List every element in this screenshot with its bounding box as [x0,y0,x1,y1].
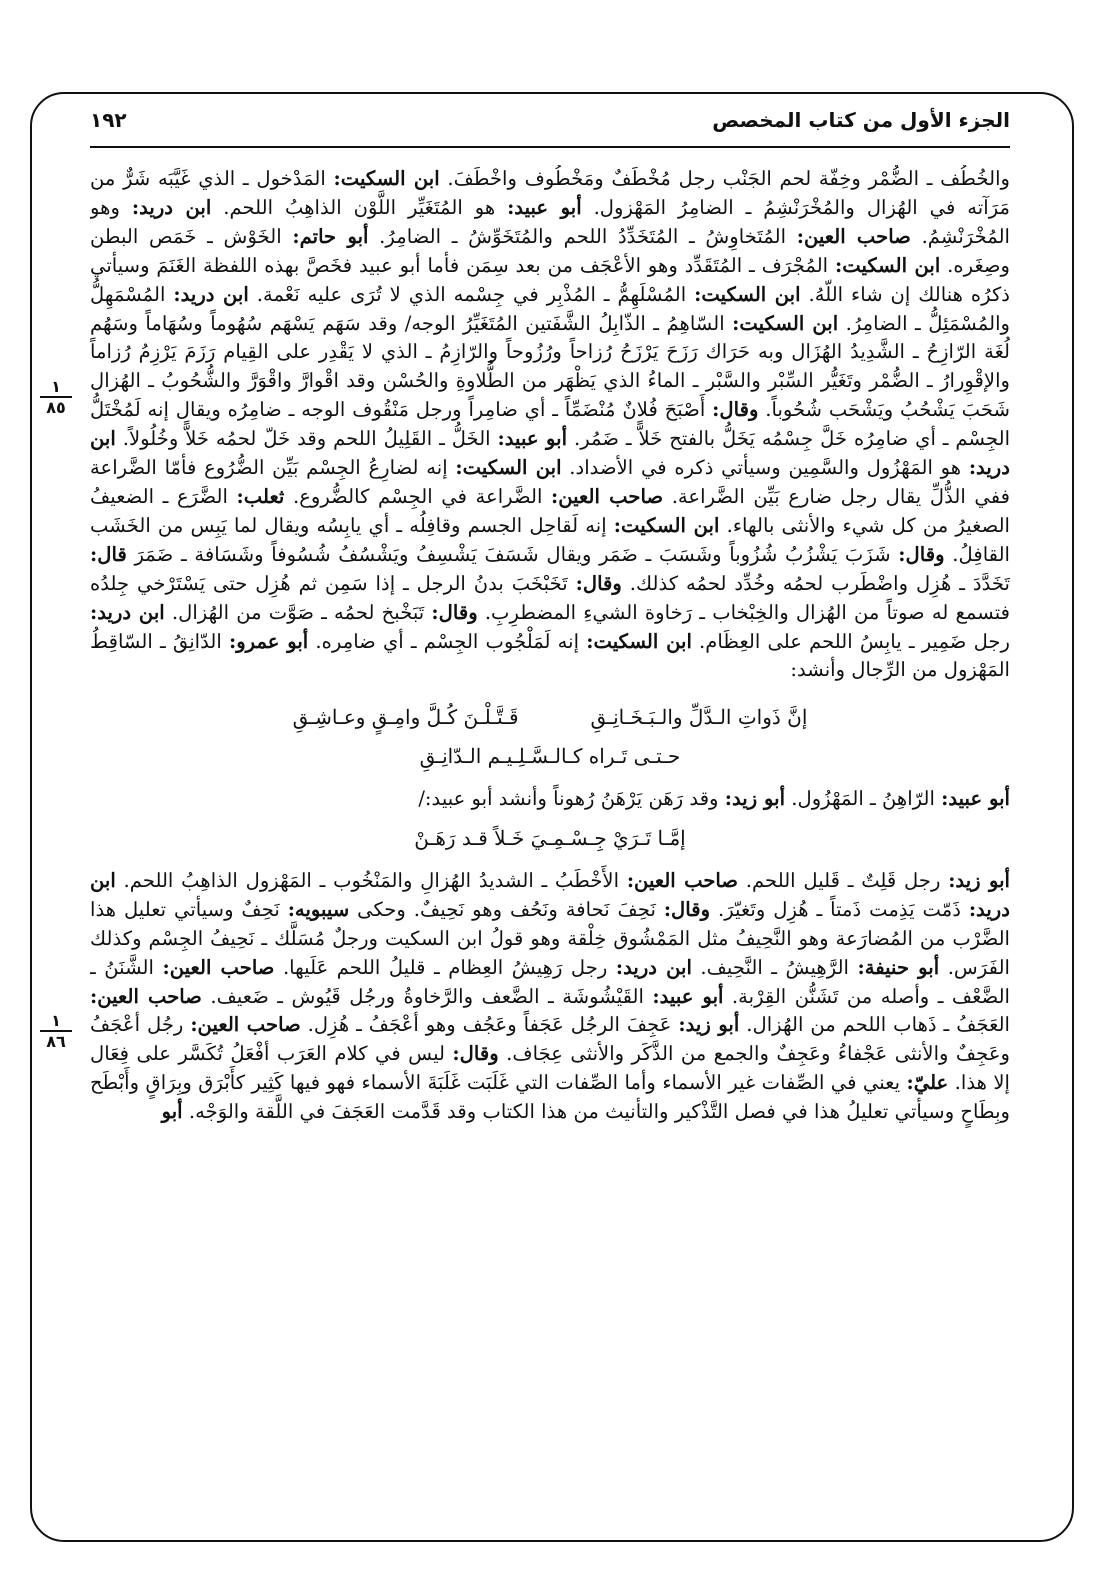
text-run: هو المُتَغَيِّر اللَّوْن الذاهِبُ اللحم. [211,195,508,219]
hemistich-right: إنَّ ذَواتِ الـدَّلِّ والـبَـخَـانِـقِ [590,705,808,730]
source-label: أبو زيد: [724,787,786,811]
header-divider [90,146,1010,148]
text-run: نَحِفَ نَحافة ونَحُف وهو نَحِيفٌ. وحكى [349,897,664,921]
main-text [90,165,1010,1530]
text-run: رجل ضَمِير ـ يابِسُ اللحم على العِظَام. [691,629,1010,653]
page-header [90,100,1010,140]
text-run: الخَوْش ـ خَمَص البطن وصِغَره. [90,224,1010,277]
folio-top: ١ [51,1011,61,1030]
text-run: عَجِفَ الرجُل عَجَفاً وعَجُف وهو أعْجَفُ ـ هُزِل. [300,1013,679,1037]
source-label: ابن دريد: [173,282,249,306]
verse-line-2: حـتـى تَـراه كـالـسَّـلِـيـم الـدّانِـقِ [419,744,681,769]
source-label: ابن السكيت: [834,253,941,277]
source-label: وقال: [575,571,622,595]
text-run: المُسْلَهِمُّ ـ المُذْبِر في جِسْمه الذي لا تُرَى عليه نَعْمة. [248,282,695,306]
folio-bottom: ٨٥ [46,398,66,417]
source-label: ابن دريد: [90,427,1010,480]
source-label: صاحب العين: [626,868,739,892]
text-run: تَبَخْبخ لحمُه ـ صَوَّت من الهُزال. [164,600,432,624]
source-label: ابن دريد: [90,868,1010,921]
text-run: إنه لَقاحِل الجسم وقافِلُه ـ أي يابِسُه ويقال لما يَبِس من الخَشَب القافِلُ. [90,513,1010,566]
text-run: المُتَخاوِشُ ـ المُتَخَدِّدُ اللحم والمُتَخَوِّشُ ـ الضامِرُ. [368,224,797,248]
verse-line-3: إمَّـا تَـرَيْ جِـسْـمِـيَ خَـلاً قـد رَهَـنْ [414,826,686,851]
text-run: المَدْخول ـ الذي غَيَّبَه شَرٌّ من مَرَآته في الهُزال والمُخْرَنْشِمُ ـ الضامِرُ المَهْزول. [90,167,1010,219]
source-label: أبو [161,1100,183,1124]
source-label: ابن السكيت: [732,311,839,335]
text-run: الرَّهِيشُ ـ النَّحِيف. [691,955,858,979]
text-run: السّاهِمُ ـ الذّابِلُ الشَّفَتين المُتَغَيِّرُ الوجه/ وقد سَهَم يَسْهَم سُهُوماً وسُهَاماً وسَهُم لُغَة الرّازِحُ ـ الشَّدِيدُ الهُزَال وبه حَرَاك رَزَحَ يَرْزَحُ رُزاحاً ورُزُوحاً والرّازِمُ ـ الذي لا يَقْدِر على القِيام رَزَمَ يَرْزِمُ رُزاماً والإقْوِرارُ ـ الضُّمْر وتَغَيُّر السِّبْر والسَّبْر ـ الماءُ الذي يَظْهَر من الطُّلاوةِ والحُسْن وقد اقْوارَّ واقْوَرَّ والشُّحُوبُ ـ الهُزال شَحَبَ يَشْحُبُ ويَشْحَب شُحُوباً. [90,311,1010,422]
text-run: الشَّنَنُ ـ الضَّعْف ـ وأصله من تَشَنُّن القِرْبة. [90,955,1010,1008]
source-label: أبو حاتم: [292,224,369,248]
source-label: ابن السكيت: [333,167,440,190]
text-run: الدّانِقُ ـ السّاقِطُ المَهْزول من الرِّجال وأنشد: [90,629,1010,682]
verse-line [90,703,1010,732]
text-run: ليس في كلام العَرَب أفْعَلُ تُكَسَّر على فِعَال إلا هذا. [90,1042,1010,1095]
source-label: ابن دريد: [615,955,692,979]
paragraph [90,165,1010,685]
text-run: الضَّراعة في الجِسْم كالضُّروع. [284,484,551,508]
paragraph [90,867,1010,1127]
running-title: الجزء الأول من كتاب المخصص [712,108,1010,132]
text-run: رجل قَلِتٌ ـ قَليل اللحم. [738,868,949,892]
source-label: أبو عمرو: [228,629,309,653]
source-label: سيبويه: [287,897,350,921]
source-label: وقال: [452,1042,499,1066]
source-label: ثعلب: [236,484,285,508]
source-label: ابن السكيت: [455,456,562,480]
source-label: أبو حنيفة: [857,955,940,979]
text-run: والخُطُف ـ الضُّمْر وخِفّة لحم الجَنْب رجل مُخْطَفٌ ومَخْطُوف واخْطَفَ. [439,167,1010,190]
source-label: أبو عبيد: [507,195,582,219]
text-run: شَزَبَ يَشْزُبُ شُزُوباً وشَسَبَ ـ ضَمَر ويقال شَسَفَ يَشْسِفُ ويَشْسُفُ شُسُوفاً وشَسَافة ـ ضَمَرَ [126,542,899,566]
text-run: الرّاهِنُ ـ المَهْزُول. [785,787,942,811]
page-number: ١٩٢ [90,108,127,132]
folio-top: ١ [51,377,61,396]
text-run: القَيْشُوشَة ـ الضَّعف والرَّخاوةُ ورجُل قَيُوش ـ ضَعيف. [201,984,653,1008]
paragraph [90,785,1010,814]
source-label: صاحب العين: [551,484,664,508]
text-run: المُجْرَف ـ المُتَقَدِّد وهو الأعْجَف من بعد سِمَن فأما أبو عبيد فخَصَّ بهذه اللفظة الغَنَمَ وسيأتي ذكرُه هنالك إن شاء اللّهُ. [90,253,1010,306]
source-label: وقال: [663,897,711,921]
source-label: عليّ: [906,1071,949,1095]
source-label: أبو زيد: [948,868,1010,892]
source-label: ابن السكيت: [694,282,801,306]
folio-mark [34,378,78,416]
text-run: هو المَهْزُول والسَّمِين وسيأتي ذكره في الأضداد. [561,456,969,480]
source-label: ابن السكيت: [613,513,720,537]
text-run: أَصْبَحَ فُلانٌ مُنْضَمِّاً ـ أي ضامِراً ورجل مَنْقُوف الوجه ـ ضامِرُه ويقال إنه لَمُخْتَلُّ الجِسْم ـ أي ضامِرُه خَلَّ جِسْمُه يَخَلُّ بالفتح خَلاًّ ـ ضَمُر. [90,398,1010,451]
source-label: وقال: [712,398,759,422]
source-label: أبو عبيد: [652,984,724,1008]
text-run: الخَلُّ ـ القَلِيلُ اللحم وقد خَلّ لحمُه خَلاًّ وخُلُولاً. [115,427,498,451]
folio-bottom: ٨٦ [46,1032,66,1051]
source-label: وقال: [898,542,945,566]
source-label: وقال: [431,600,478,624]
text-run: العَجَفُ ـ ذَهاب اللحم من الهُزال. [739,1013,1010,1037]
text-run: رجُل أعْجَفُ وعَجِفٌ والأنثى عَجْفاءُ وعَجِفٌ والجمع من الذَّكَر والأنثى عِجَاف. [90,1013,1010,1066]
source-label: ابن السكيت: [586,629,692,653]
hemistich-left: قَـتَّـلْـنَ كُـلَّ وامِـقٍ وعـاشِـقِ [292,705,519,730]
source-label: قال: [90,542,127,566]
text-run: الضَّرَع ـ الضعيفُ الصغيرُ من كل شيء والأنثى بالهاء. [90,484,1010,537]
source-label: صاحب العين: [162,955,275,979]
source-label: أبو عبيد: [941,787,1010,811]
source-label: أبو زيد: [678,1013,740,1037]
text-run: وقد رَهَن يَرْهَنُ رُهوناً وأنشد أبو عبيد:/ [418,787,725,811]
text-run: رجل رَهِيشُ العِظام ـ قليلُ اللحم عَلَيها. [274,955,616,979]
source-label: ابن دريد: [90,600,165,624]
text-run: الأَخْطَبُ ـ الشديدُ الهُزالِ والمَنْخُوب ـ المَهْزول الذاهِبُ اللحم. [115,868,627,892]
text-run: المُسْمَهِلُّ والمُسْمَئِلُّ ـ الضامِرُ. [90,282,1010,335]
source-label: صاحب العين: [190,1013,301,1037]
text-run: إنه لَمَلْجُوب الجِسْم ـ أي ضامِره. [308,629,587,653]
folio-mark [34,1012,78,1050]
source-label: ابن دريد: [131,195,212,219]
source-label: أبو عبيد: [497,427,568,451]
text-run: إنه لضارِعُ الجِسْم بَيِّن الضُّرُوع فأمّا الضَّراعة ففي الذُّلِّ يقال رجل ضارع بَيِّن الضَّراعة. [90,456,1010,508]
text-run: وهو المُخْرَنْشِمُ. [90,195,1010,248]
text-run: تَخَبْخَبَ بدنُ الرجل ـ إذا سَمِن ثم هُزِل حتى يَسْتَرْخي جِلدُه فتسمع له صوتاً من الهُزال والخِبْخاب ـ رَخاوة الشيءِ المضطرِبِ. [90,571,1010,624]
source-label: صاحب العين: [90,984,202,1008]
text-run: يعني في الصِّفات غير الأسماء وأما الصِّفات التي غَلَبَت غَلَبَةَ الأسماء فهو فيها كَثِير كأَبْرَق وبِرَاقٍ وأَبْطَح وبِطَاحٍ وسيأتي تعليلُ هذا في فصل التَّذْكير والتأنيث من هذا الكتاب وقد قَدَّمت العَجَفَ في اللَّقة والوَجْه. [90,1071,1010,1124]
text-run: نَحِفٌ وسيأتي تعليل هذا الضَّرْب من المُضارَعة وهو النَّحِيفُ مثل المَمْشُوق خِلْقة وهو قولُ ابن السكيت ورجلٌ مُسَلَّك ـ نَحِيفُ الجِسْم وكذلك الفَرَس. [90,897,1010,979]
text-run: تَخَدَّدَ ـ هُزِل واضْطَرب لحمُه وخُدِّد لحمُه كذلك. [621,571,1010,595]
source-label: صاحب العين: [796,224,911,248]
text-run: ذَمّت يَذِمت ذَمتاً ـ هُزِل وتَغيّرَ. [710,897,969,921]
